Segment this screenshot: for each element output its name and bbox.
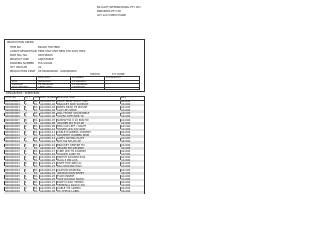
table-cell: A0-000 bbox=[121, 184, 131, 188]
table-cell: EA bbox=[34, 156, 38, 160]
status-cell: DEBURR bbox=[12, 83, 23, 86]
table-cell: A0-0000-13 bbox=[40, 137, 56, 141]
table-row bbox=[4, 191, 144, 195]
table-cell: EA bbox=[34, 149, 38, 153]
company-line-3: LOT 1A3 COMEX HAWK bbox=[97, 14, 126, 17]
table-cell: 000000006 bbox=[5, 115, 20, 119]
table-cell: 000000022 bbox=[5, 165, 20, 169]
table-cell: 1 bbox=[25, 181, 27, 185]
table-cell: EA bbox=[34, 137, 38, 141]
table-cell: A0-000 bbox=[121, 109, 131, 113]
table-cell: A0-0000-14 bbox=[40, 140, 56, 144]
table-cell: EA bbox=[34, 190, 38, 194]
table-cell: 000000004 bbox=[5, 109, 20, 113]
table-cell: EA bbox=[34, 99, 38, 103]
table-cell: RIVET POP 4MM AL bbox=[57, 162, 82, 166]
table-cell: A0-0000-25 bbox=[40, 174, 56, 178]
column-header: PART NUMBER bbox=[40, 96, 59, 100]
table-cell: 1 bbox=[25, 159, 27, 163]
table-cell: 000000015 bbox=[5, 143, 20, 147]
field-label: PRODUCTION START bbox=[10, 70, 36, 73]
status-cell: APPR-1000 bbox=[38, 86, 52, 90]
table-cell: A0-0000-17 bbox=[40, 149, 56, 153]
table-cell: EA bbox=[34, 181, 38, 185]
field-value: TDU-00190 bbox=[38, 62, 53, 65]
table-cell: A0-0000-20 bbox=[40, 159, 56, 163]
table-cell: 1 bbox=[25, 137, 27, 141]
table-cell: A0-000 bbox=[121, 112, 131, 116]
table-cell: EA bbox=[34, 171, 38, 175]
table-cell: 000000027 bbox=[5, 181, 20, 185]
table-cell: 000000028 bbox=[5, 184, 20, 188]
table-cell: EA bbox=[34, 159, 38, 163]
table-cell: 000000007 bbox=[5, 118, 20, 122]
table-cell: NUT M4 NYLOC ZP bbox=[57, 140, 81, 144]
table-cell: 000000018 bbox=[5, 152, 20, 156]
status-cell: 22.0000000 bbox=[72, 83, 88, 86]
table-cell: BRACKET CENTRE FIX bbox=[57, 143, 86, 147]
status-header: PLANNED bbox=[72, 76, 85, 79]
table-cell: 000000025 bbox=[5, 174, 20, 178]
table-cell: EA bbox=[34, 134, 38, 138]
table-cell: A0-0000-04 bbox=[40, 109, 56, 113]
table-cell: A0-000 bbox=[121, 131, 131, 135]
table-cell: PLATE BASE SHELF UNIT bbox=[57, 99, 89, 103]
table-cell: 4 bbox=[25, 140, 27, 144]
table-cell: EA bbox=[34, 140, 38, 144]
table-cell: 000000008 bbox=[5, 121, 20, 125]
table-cell: 000000010 bbox=[5, 127, 20, 131]
table-cell: EA bbox=[34, 146, 38, 150]
table-cell: EA bbox=[34, 106, 38, 110]
table-cell: A0-0000-06 bbox=[40, 115, 56, 119]
table-cell: A0-0000-08 bbox=[40, 121, 56, 125]
table-cell: A0-0000-10 bbox=[40, 127, 56, 131]
table-cell: EA bbox=[34, 143, 38, 147]
status-cell: 22.000000 bbox=[72, 79, 86, 83]
table-cell: 000000030 bbox=[5, 190, 20, 194]
table-cell: 1 bbox=[25, 99, 27, 103]
table-cell: A0-0000-23 bbox=[40, 168, 56, 172]
table-cell: A0-000 bbox=[121, 165, 131, 169]
table-cell: A0-000 bbox=[121, 140, 131, 144]
table-cell: EARTH LEAD 300MM bbox=[57, 181, 84, 185]
table-cell: 1 bbox=[25, 106, 27, 110]
table-cell: A0-0000-09 bbox=[40, 124, 56, 128]
field-label: PRODUCT LINE bbox=[10, 58, 29, 61]
table-cell: 000000026 bbox=[5, 177, 20, 181]
table-cell: RAIL FRONT ADJUSTABLE bbox=[57, 112, 90, 116]
status-cell: 22.0000000 bbox=[38, 83, 54, 86]
table-cell: A0-000 bbox=[121, 171, 131, 175]
table-cell: A0-000 bbox=[121, 159, 131, 163]
table-cell: A0-000 bbox=[121, 103, 131, 107]
table-cell: A0-0000-07 bbox=[40, 118, 56, 122]
status-cell: A0000000 bbox=[72, 86, 85, 90]
field-label: QTY ON PLAN bbox=[10, 66, 28, 69]
table-cell: A0-000 bbox=[121, 115, 131, 119]
table-cell: 000000011 bbox=[5, 131, 20, 135]
table-cell: TUBE LED T8 1200MM bbox=[57, 149, 86, 153]
status-header: PLASMACUT bbox=[106, 76, 122, 79]
table-cell: 1 bbox=[25, 127, 27, 131]
table-cell: A0-0000-05 bbox=[40, 112, 56, 116]
table-cell: A0-000 bbox=[121, 187, 131, 191]
table-cell: A0-000 bbox=[121, 118, 131, 122]
table-cell: 000000005 bbox=[5, 112, 20, 116]
table-cell: A0-000 bbox=[121, 152, 131, 156]
table-cell: A0-000 bbox=[121, 168, 131, 172]
table-cell: 000000024 bbox=[5, 171, 20, 175]
table-cell: 000000020 bbox=[5, 159, 20, 163]
table-cell: 1 bbox=[25, 156, 27, 160]
table-cell: 000000013 bbox=[5, 137, 20, 141]
table-cell: A0-000 bbox=[121, 106, 131, 110]
table-cell: QC CHECK LABEL bbox=[57, 190, 80, 194]
table-cell: END CAP LEFT / RIGHT bbox=[57, 124, 87, 128]
status-label: STATUS: bbox=[90, 73, 101, 76]
table-cell: COVER DIFFUSER T8 bbox=[57, 115, 84, 119]
table-cell: 000000023 bbox=[5, 168, 20, 172]
status-cell: W-8 bbox=[12, 79, 17, 83]
table-cell: EA bbox=[34, 184, 38, 188]
field-value: BK-LED TOP-T8PR bbox=[38, 46, 60, 49]
table-cell: TERMINAL BLOCK 3W bbox=[57, 184, 85, 188]
table-cell: 1 bbox=[25, 168, 27, 172]
table-cell: 2 bbox=[25, 134, 27, 138]
table-cell: SWITCH ROCKER IP44 bbox=[57, 156, 86, 160]
table-cell: 000000001 bbox=[5, 99, 20, 103]
table-cell: A0-000 bbox=[121, 143, 131, 147]
table-cell: EA bbox=[34, 124, 38, 128]
table-cell: A0-000 bbox=[121, 190, 131, 194]
field-value: T8PR SHLF UNIT NEW STD 2020 TRES bbox=[38, 50, 86, 53]
table-cell: 1 bbox=[25, 143, 27, 147]
table-cell: 000000019 bbox=[5, 156, 20, 160]
table-cell: CLIP LED STRIP bbox=[57, 109, 77, 113]
table-cell: EA bbox=[34, 112, 38, 116]
table-cell: 2 bbox=[25, 103, 27, 107]
table-cell: EA bbox=[34, 103, 38, 107]
table-cell: EA bbox=[34, 168, 38, 172]
table-cell: 1 bbox=[25, 190, 27, 194]
field-value: ADJUSTABLE bbox=[38, 58, 54, 61]
table-cell: 1 bbox=[25, 174, 27, 178]
table-cell: 000000014 bbox=[5, 140, 20, 144]
table-cell: A0-000 bbox=[121, 134, 131, 138]
table-cell: 1 bbox=[25, 171, 27, 175]
table-cell: A0-0000-22 bbox=[40, 165, 56, 169]
status-col-divider bbox=[104, 76, 105, 90]
table-cell: 000000016 bbox=[5, 146, 20, 150]
company-line-2: BREAKERS PTY LTD bbox=[97, 10, 122, 13]
table-cell: 1 bbox=[25, 131, 27, 135]
table-cell: 000000029 bbox=[5, 187, 20, 191]
table-cell: EA bbox=[34, 162, 38, 166]
table-cell: EA bbox=[34, 174, 38, 178]
column-header: ITEM NO bbox=[5, 96, 17, 100]
table-cell: A0-000 bbox=[121, 99, 131, 103]
table-cell: 1 bbox=[25, 165, 27, 169]
table-cell: A0-000 bbox=[121, 137, 131, 141]
status-col-divider bbox=[70, 76, 71, 90]
table-cell: A0-000 bbox=[121, 149, 131, 153]
column-header: UOM bbox=[34, 96, 41, 100]
table-cell: 000000012 bbox=[5, 134, 20, 138]
table-cell: EA bbox=[34, 152, 38, 156]
column-header: QTY bbox=[25, 96, 31, 100]
field-label: DRAWING NUMBER bbox=[10, 62, 35, 65]
field-value: 24 bbox=[38, 66, 42, 69]
table-cell: EA bbox=[34, 177, 38, 181]
table-cell: TAPE DOUBLE SIDED bbox=[57, 177, 84, 181]
table-cell: 8 bbox=[25, 121, 27, 125]
table-cell: HOLDER LAMP T8 bbox=[57, 152, 80, 156]
table-cell: INSTRUCTION SHEET bbox=[57, 171, 85, 175]
table-cell: EA bbox=[34, 187, 38, 191]
table-cell: 000000009 bbox=[5, 124, 20, 128]
table-cell: A0-0000-24 bbox=[40, 171, 56, 175]
table-cell: A0-000 bbox=[121, 174, 131, 178]
table-cell: LABEL RATING PLATE bbox=[57, 137, 85, 141]
table-cell: A0-0000-15 bbox=[40, 143, 56, 147]
table-cell: A0-000 bbox=[121, 124, 131, 128]
table-cell: A0-0000-02 bbox=[40, 103, 56, 107]
table-cell: BRACKET SIDE SUPPORT bbox=[57, 103, 89, 107]
table-cell: A0-0000-27 bbox=[40, 181, 56, 185]
table-cell: 2 bbox=[25, 152, 27, 156]
table-cell: A0-000 bbox=[121, 127, 131, 131]
table-cell: 1 bbox=[25, 184, 27, 188]
table-cell: 6 bbox=[25, 162, 27, 166]
table-cell: A0-0000-28 bbox=[40, 184, 56, 188]
table-cell: 2 bbox=[25, 112, 27, 116]
table-cell: 2 bbox=[25, 177, 27, 181]
table-cell: A0-000 bbox=[121, 146, 131, 150]
table-banner: DESIGN BOM - PAPER BOM bbox=[6, 92, 40, 95]
table-cell: PLUG 3 PIN AUS bbox=[57, 159, 78, 163]
table-cell: EA bbox=[34, 127, 38, 131]
table-cell: 4 bbox=[25, 109, 27, 113]
status-cell: 00000000 bbox=[38, 79, 51, 83]
field-value: 00074B300 bbox=[38, 54, 53, 57]
table-cell: EA bbox=[34, 115, 38, 119]
table-cell: A0-0000-11 bbox=[40, 131, 56, 135]
table-cell: A0-000 bbox=[121, 181, 131, 185]
table-cell: A0-000 bbox=[121, 162, 131, 166]
table-cell: BAG PACKING POLY bbox=[57, 165, 82, 169]
table-cell: 1 bbox=[25, 115, 27, 119]
table-cell: EA bbox=[34, 121, 38, 125]
table-cell: GROMMET RUBBER 8MM bbox=[57, 134, 90, 138]
table-cell: 2 bbox=[25, 187, 27, 191]
status-col-divider bbox=[36, 76, 37, 90]
status-header: PROCESS bbox=[38, 76, 50, 79]
table-cell: DRIVER LED 24V 60W bbox=[57, 127, 86, 131]
table-cell: 000000002 bbox=[5, 103, 20, 107]
table-cell: 000000021 bbox=[5, 162, 20, 166]
table-cell: FOAM INSERT bbox=[57, 174, 75, 178]
table-cell: A0-0000-29 bbox=[40, 187, 56, 191]
table-cell: A0-0000-26 bbox=[40, 177, 56, 181]
table-cell: A0-000 bbox=[121, 156, 131, 160]
company-name: BK LIGHT INTERNATIONAL PTY. LTD. bbox=[97, 6, 142, 9]
table-cell: A0-0000-12 bbox=[40, 134, 56, 138]
table-cell: A0-0000-01 bbox=[40, 99, 56, 103]
table-cell: 000000017 bbox=[5, 149, 20, 153]
table-cell: EA bbox=[34, 109, 38, 113]
table-cell: 000000003 bbox=[5, 106, 20, 110]
column-header: DESCRIPTION bbox=[57, 96, 75, 100]
field-value: 03.0000000000 - 0000000000 bbox=[38, 70, 77, 73]
field-label: CLIENT DESCRIPTION bbox=[10, 50, 37, 53]
table-cell: EA bbox=[34, 165, 38, 169]
table-cell: CABLE TIE 100MM bbox=[57, 187, 81, 191]
table-cell: CARTON SHIPPING bbox=[57, 168, 81, 172]
table-cell: A0-0000-30 bbox=[40, 190, 56, 194]
field-label: PART NO./ NO. bbox=[10, 54, 28, 57]
table-cell: 2 bbox=[25, 146, 27, 150]
table-cell: A0-0000-19 bbox=[40, 156, 56, 160]
form-title: PRODUCTION ORDER bbox=[7, 41, 34, 44]
table-cell: A0-0000-21 bbox=[40, 162, 56, 166]
table-cell: SPACER NYLON 6MM bbox=[57, 146, 84, 150]
table-cell: PANEL REAR T8 MOUNT bbox=[57, 106, 88, 110]
status-cell: QUALITY INS. bbox=[12, 86, 29, 90]
status-value: P O DONE bbox=[112, 73, 125, 76]
table-cell: CABLE HARNESS 1500MM bbox=[57, 131, 91, 135]
field-label: ITEM NO bbox=[10, 46, 21, 49]
table-cell: 1 bbox=[25, 149, 27, 153]
table-cell: A0-0000-18 bbox=[40, 152, 56, 156]
table-cell: WASHER M4 FLAT ZP bbox=[57, 121, 85, 125]
table-cell: EA bbox=[34, 118, 38, 122]
table-cell: 8 bbox=[25, 118, 27, 122]
column-header: REV bbox=[121, 96, 127, 100]
document-page bbox=[0, 0, 149, 198]
table-cell: A0-0000-03 bbox=[40, 106, 56, 110]
table-cell: SCREW M4 X 10 PAN HD bbox=[57, 118, 89, 122]
table-cell: A0-000 bbox=[121, 177, 131, 181]
table-cell: 2 bbox=[25, 124, 27, 128]
table-cell: A0-000 bbox=[121, 121, 131, 125]
table-cell: EA bbox=[34, 131, 38, 135]
table-cell: A0-0000-16 bbox=[40, 146, 56, 150]
